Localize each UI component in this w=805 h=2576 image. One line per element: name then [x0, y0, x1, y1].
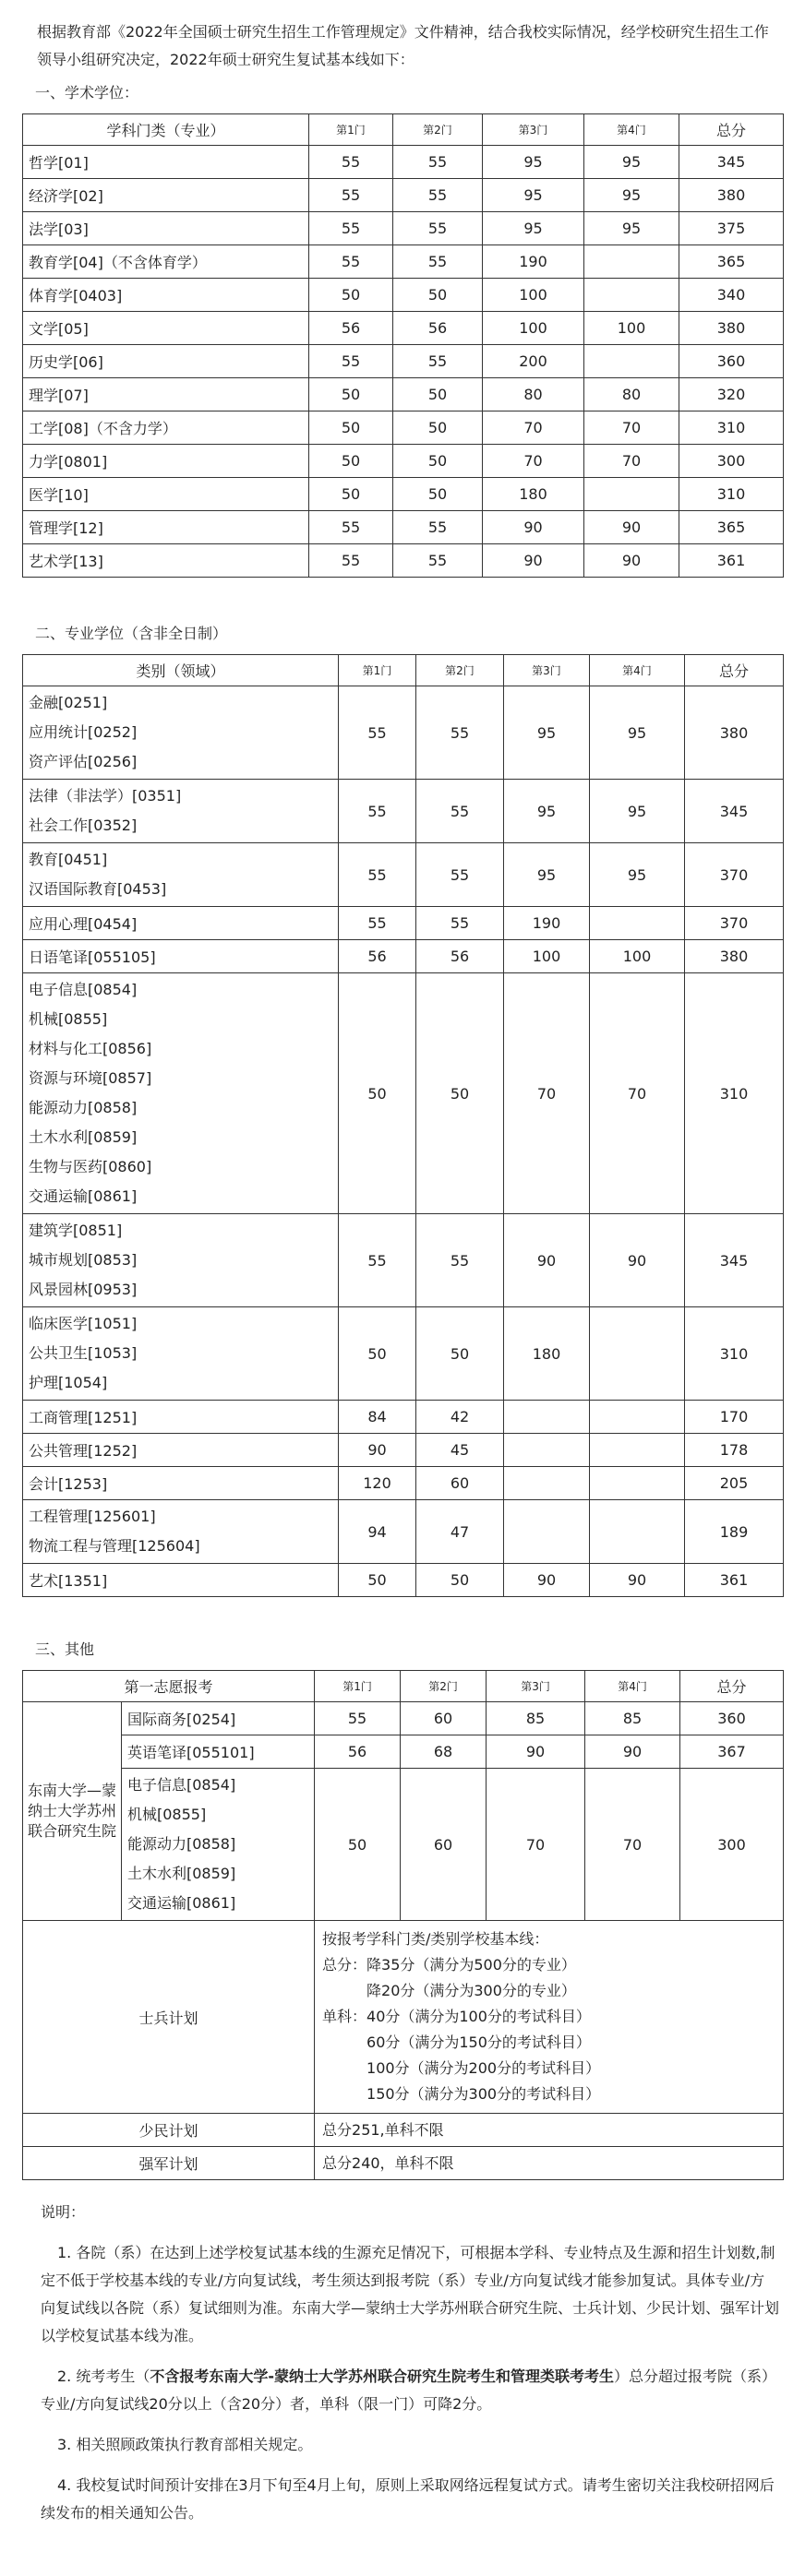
- score-cell: 50: [416, 973, 504, 1214]
- category-cell: [23, 1500, 339, 1564]
- category-name: 工程管理[125601]: [29, 1508, 156, 1525]
- score-cell: 95: [584, 212, 679, 245]
- score-cell: 55: [309, 245, 393, 279]
- score-cell: 56: [309, 312, 393, 345]
- score-cell: 95: [483, 146, 584, 179]
- intro-paragraph: 根据教育部《2022年全国硕士研究生招生工作管理规定》文件精神，结合我校实际情况，经学校研究生招生工作领导小组研究决定，2022年硕士研究生复试基本线如下：: [37, 23, 769, 68]
- plan-rule-cell: [315, 1921, 784, 2114]
- score-cell: 365: [679, 245, 784, 279]
- score-cell: [504, 1500, 590, 1564]
- discipline-cell: 艺术学[13]: [23, 544, 309, 578]
- category-name: 公共卫生[1053]: [29, 1344, 138, 1362]
- score-cell: 50: [393, 411, 483, 445]
- category-name: 教育[0451]: [29, 851, 108, 868]
- score-cell: 95: [584, 179, 679, 212]
- table-row: [23, 780, 784, 843]
- score-cell: 190: [483, 245, 584, 279]
- plan-label-cell: 强军计划: [23, 2147, 315, 2180]
- table-row: [23, 1401, 784, 1434]
- category-cell: [23, 1214, 339, 1307]
- score-cell: 90: [487, 1735, 585, 1769]
- score-cell: 95: [590, 843, 685, 907]
- score-cell: 95: [590, 780, 685, 843]
- score-cell: 90: [504, 1564, 590, 1597]
- discipline-cell: 理学[07]: [23, 378, 309, 411]
- table-header: 第1门: [315, 1671, 401, 1702]
- score-cell: 50: [393, 378, 483, 411]
- score-cell: 94: [339, 1500, 416, 1564]
- category-name: 临床医学[1051]: [29, 1315, 138, 1332]
- score-cell: 95: [584, 146, 679, 179]
- major-name: 英语笔译[055101]: [127, 1744, 255, 1761]
- table-row: [23, 445, 784, 478]
- table-header: 第一志愿报考: [23, 1671, 315, 1702]
- category-name: 物流工程与管理[125604]: [29, 1537, 200, 1555]
- score-cell: 55: [309, 544, 393, 578]
- table-header: 第2门: [393, 114, 483, 146]
- table-header: 第3门: [504, 655, 590, 686]
- score-cell: 180: [483, 478, 584, 511]
- category-cell: [23, 843, 339, 907]
- discipline-cell: 管理学[12]: [23, 511, 309, 544]
- score-cell: [584, 245, 679, 279]
- category-cell: [23, 1564, 339, 1597]
- academic-degree-table: [22, 113, 784, 578]
- category-name: 金融[0251]: [29, 694, 108, 711]
- score-cell: 60: [401, 1769, 487, 1921]
- score-cell: 345: [679, 146, 784, 179]
- score-cell: 50: [309, 411, 393, 445]
- note-2-bold: 不含报考东南大学-蒙纳士大学苏州联合研究生院考生和管理类联考考生: [150, 2367, 615, 2385]
- category-name: 社会工作[0352]: [29, 817, 138, 834]
- table-row: [23, 2147, 784, 2180]
- note-2-suffix: ）总分超过报考院（系）专业/方向复试线20分以上（含20分）者，单科（限一门）可降2分。: [41, 2367, 777, 2413]
- score-cell: [590, 1467, 685, 1500]
- score-cell: 50: [393, 478, 483, 511]
- table-header: 类别（领域）: [23, 655, 339, 686]
- table-header: 学科门类（专业）: [23, 114, 309, 146]
- score-cell: 55: [309, 212, 393, 245]
- score-cell: 55: [393, 511, 483, 544]
- score-cell: [504, 1467, 590, 1500]
- score-cell: 55: [315, 1702, 401, 1735]
- score-cell: 42: [416, 1401, 504, 1434]
- score-cell: [590, 907, 685, 940]
- score-cell: 70: [585, 1769, 680, 1921]
- score-cell: 365: [679, 511, 784, 544]
- category-cell: [23, 940, 339, 973]
- table-header: 第1门: [339, 655, 416, 686]
- score-cell: 310: [685, 973, 784, 1214]
- score-cell: 55: [309, 146, 393, 179]
- table-row: [23, 179, 784, 212]
- notes-title: 说明：: [41, 2203, 86, 2221]
- discipline-cell: 法学[03]: [23, 212, 309, 245]
- section3-title: 三、其他: [35, 1640, 95, 1658]
- score-cell: 300: [679, 445, 784, 478]
- category-cell: [23, 780, 339, 843]
- score-cell: 55: [393, 544, 483, 578]
- table-row: [23, 1500, 784, 1564]
- score-cell: 180: [504, 1307, 590, 1401]
- category-cell: [23, 686, 339, 780]
- category-name: 日语笔译[055105]: [29, 948, 156, 966]
- score-cell: 50: [339, 1307, 416, 1401]
- score-cell: 95: [504, 686, 590, 780]
- score-cell: 80: [584, 378, 679, 411]
- major-cell: [122, 1769, 315, 1921]
- score-cell: 55: [416, 907, 504, 940]
- plan-rule-cell: [315, 2114, 784, 2147]
- note-2-prefix: 2. 统考考生（: [57, 2367, 150, 2385]
- score-cell: 50: [309, 445, 393, 478]
- score-cell: 55: [416, 780, 504, 843]
- score-cell: 190: [504, 907, 590, 940]
- table-row: [23, 907, 784, 940]
- score-cell: 55: [393, 345, 483, 378]
- plan-label-cell: 少民计划: [23, 2114, 315, 2147]
- score-cell: 68: [401, 1735, 487, 1769]
- table-row: [23, 1434, 784, 1467]
- discipline-cell: 经济学[02]: [23, 179, 309, 212]
- table-row: [23, 1769, 784, 1921]
- plan-rule-line: 单科：40分（满分为100分的考试科目）: [322, 2008, 591, 2025]
- major-cell: [122, 1735, 315, 1769]
- table-row: [23, 1467, 784, 1500]
- score-cell: 55: [393, 179, 483, 212]
- score-cell: 361: [679, 544, 784, 578]
- score-cell: 55: [339, 780, 416, 843]
- score-cell: 310: [679, 478, 784, 511]
- category-name: 建筑学[0851]: [29, 1222, 123, 1239]
- discipline-cell: 文学[05]: [23, 312, 309, 345]
- score-cell: 375: [679, 212, 784, 245]
- score-cell: 55: [309, 179, 393, 212]
- table-header: 总分: [679, 114, 784, 146]
- score-cell: [590, 1401, 685, 1434]
- major-name: 土木水利[0859]: [127, 1865, 236, 1882]
- score-cell: 80: [483, 378, 584, 411]
- score-cell: 50: [309, 279, 393, 312]
- score-cell: 55: [339, 686, 416, 780]
- other-table: [22, 1670, 784, 2180]
- score-cell: 55: [339, 907, 416, 940]
- category-name: 城市规划[0853]: [29, 1251, 138, 1269]
- score-cell: 55: [309, 511, 393, 544]
- score-cell: 100: [483, 312, 584, 345]
- category-name: 生物与医药[0860]: [29, 1158, 152, 1175]
- score-cell: 84: [339, 1401, 416, 1434]
- score-cell: 345: [685, 1214, 784, 1307]
- table-row: [23, 1702, 784, 1735]
- score-cell: 90: [504, 1214, 590, 1307]
- category-name: 资源与环境[0857]: [29, 1069, 152, 1087]
- table-row: [23, 312, 784, 345]
- score-cell: [584, 345, 679, 378]
- score-cell: 120: [339, 1467, 416, 1500]
- score-cell: 170: [685, 1401, 784, 1434]
- category-name: 公共管理[1252]: [29, 1442, 138, 1460]
- category-name: 法律（非法学）[0351]: [29, 787, 182, 805]
- score-cell: 380: [685, 686, 784, 780]
- score-cell: 55: [393, 146, 483, 179]
- plan-rule-line: 60分（满分为150分的考试科目）: [322, 2033, 591, 2051]
- plan-label-cell: 士兵计划: [23, 1921, 315, 2114]
- score-cell: 56: [416, 940, 504, 973]
- category-name: 能源动力[0858]: [29, 1099, 138, 1116]
- table-row: [23, 973, 784, 1214]
- category-cell: [23, 973, 339, 1214]
- score-cell: 50: [309, 478, 393, 511]
- score-cell: 361: [685, 1564, 784, 1597]
- score-cell: 45: [416, 1434, 504, 1467]
- table-row: [23, 1735, 784, 1769]
- score-cell: [504, 1401, 590, 1434]
- score-cell: 100: [504, 940, 590, 973]
- score-cell: 95: [483, 179, 584, 212]
- score-cell: 370: [685, 843, 784, 907]
- table-row: [23, 345, 784, 378]
- score-cell: 90: [585, 1735, 680, 1769]
- score-cell: 50: [416, 1564, 504, 1597]
- note-2: [41, 2363, 783, 2418]
- major-name: 能源动力[0858]: [127, 1835, 236, 1853]
- major-name: 电子信息[0854]: [127, 1776, 236, 1794]
- score-cell: 70: [504, 973, 590, 1214]
- plan-rule-line: 降20分（满分为300分的专业）: [322, 1982, 576, 1999]
- score-cell: 320: [679, 378, 784, 411]
- score-cell: 55: [393, 212, 483, 245]
- score-cell: 200: [483, 345, 584, 378]
- table-header: 第1门: [309, 114, 393, 146]
- score-cell: [584, 478, 679, 511]
- category-name: 护理[1054]: [29, 1374, 108, 1391]
- score-cell: 370: [685, 907, 784, 940]
- score-cell: 60: [401, 1702, 487, 1735]
- major-name: 交通运输[0861]: [127, 1894, 236, 1912]
- score-cell: 90: [483, 544, 584, 578]
- score-cell: 56: [393, 312, 483, 345]
- score-cell: 90: [339, 1434, 416, 1467]
- category-cell: [23, 1307, 339, 1401]
- plan-rule-line: 总分：降35分（满分为500分的专业）: [322, 1956, 576, 1974]
- plan-rule-line: 总分240，单科不限: [322, 2153, 454, 2172]
- category-cell: [23, 1434, 339, 1467]
- category-name: 机械[0855]: [29, 1010, 108, 1028]
- score-cell: 90: [584, 511, 679, 544]
- plan-rule-line: 总分251,单科不限: [322, 2120, 444, 2139]
- score-cell: 70: [483, 445, 584, 478]
- score-cell: 85: [487, 1702, 585, 1735]
- score-cell: [504, 1434, 590, 1467]
- score-cell: 55: [309, 345, 393, 378]
- table-header: 第4门: [584, 114, 679, 146]
- score-cell: 47: [416, 1500, 504, 1564]
- score-cell: 55: [416, 1214, 504, 1307]
- score-cell: 380: [679, 179, 784, 212]
- table-header: 第3门: [483, 114, 584, 146]
- score-cell: 90: [590, 1564, 685, 1597]
- category-name: 资产评估[0256]: [29, 753, 138, 770]
- score-cell: 367: [680, 1735, 784, 1769]
- table-header: 第2门: [401, 1671, 487, 1702]
- score-cell: 95: [590, 686, 685, 780]
- score-cell: 50: [339, 973, 416, 1214]
- category-name: 艺术[1351]: [29, 1572, 108, 1590]
- table-row: [23, 478, 784, 511]
- score-cell: 55: [416, 686, 504, 780]
- score-cell: [590, 1434, 685, 1467]
- section2-title: 二、专业学位（含非全日制）: [35, 625, 228, 642]
- discipline-cell: 工学[08]（不含力学）: [23, 411, 309, 445]
- score-cell: 310: [685, 1307, 784, 1401]
- category-name: 风景园林[0953]: [29, 1281, 138, 1298]
- major-name: 国际商务[0254]: [127, 1711, 236, 1728]
- category-cell: [23, 1401, 339, 1434]
- score-cell: [584, 279, 679, 312]
- table-row: [23, 1564, 784, 1597]
- discipline-cell: 体育学[0403]: [23, 279, 309, 312]
- score-cell: 360: [680, 1702, 784, 1735]
- score-cell: 56: [315, 1735, 401, 1769]
- score-cell: 50: [315, 1769, 401, 1921]
- score-cell: 85: [585, 1702, 680, 1735]
- score-cell: 55: [416, 843, 504, 907]
- table-header: 总分: [685, 655, 784, 686]
- discipline-cell: 教育学[04]（不含体育学）: [23, 245, 309, 279]
- score-cell: 360: [679, 345, 784, 378]
- score-cell: 178: [685, 1434, 784, 1467]
- table-row: [23, 1921, 784, 2114]
- score-cell: 189: [685, 1500, 784, 1564]
- score-cell: 100: [584, 312, 679, 345]
- table-header: 第4门: [585, 1671, 680, 1702]
- score-cell: 380: [685, 940, 784, 973]
- plan-rule-cell: [315, 2147, 784, 2180]
- score-cell: 95: [483, 212, 584, 245]
- category-name: 交通运输[0861]: [29, 1187, 138, 1205]
- score-cell: 95: [504, 843, 590, 907]
- category-name: 电子信息[0854]: [29, 981, 138, 998]
- score-cell: 50: [393, 279, 483, 312]
- table-header: 第3门: [487, 1671, 585, 1702]
- score-cell: 50: [339, 1564, 416, 1597]
- score-cell: 70: [487, 1769, 585, 1921]
- category-cell: [23, 1467, 339, 1500]
- table-row: [23, 411, 784, 445]
- table-row: [23, 544, 784, 578]
- score-cell: 310: [679, 411, 784, 445]
- score-cell: 70: [584, 411, 679, 445]
- score-cell: 345: [685, 780, 784, 843]
- note-4: 4. 我校复试时间预计安排在3月下旬至4月上旬，原则上采取网络远程复试方式。请考生密切关注我校研招网后续发布的相关通知公告。: [41, 2476, 775, 2522]
- score-cell: 50: [416, 1307, 504, 1401]
- note-3: 3. 相关照顾政策执行教育部相关规定。: [57, 2436, 313, 2453]
- score-cell: 50: [393, 445, 483, 478]
- score-cell: 90: [584, 544, 679, 578]
- discipline-cell: 历史学[06]: [23, 345, 309, 378]
- discipline-cell: 哲学[01]: [23, 146, 309, 179]
- category-name: 工商管理[1251]: [29, 1409, 138, 1426]
- score-cell: 55: [339, 843, 416, 907]
- category-name: 应用统计[0252]: [29, 723, 138, 741]
- score-cell: 340: [679, 279, 784, 312]
- score-cell: 70: [584, 445, 679, 478]
- score-cell: 100: [483, 279, 584, 312]
- plan-rule-line: 100分（满分为200分的考试科目）: [322, 2059, 601, 2077]
- table-header: 第2门: [416, 655, 504, 686]
- table-row: [23, 212, 784, 245]
- category-name: 会计[1253]: [29, 1475, 108, 1493]
- score-cell: 55: [393, 245, 483, 279]
- score-cell: [590, 1500, 685, 1564]
- discipline-cell: 力学[0801]: [23, 445, 309, 478]
- table-row: [23, 511, 784, 544]
- note-1: 1. 各院（系）在达到上述学校复试基本线的生源充足情况下，可根据本学科、专业特点及生源和招生计划数,制定不低于学校基本线的专业/方向复试线，考生须达到报考院（系）专业/方向复试线才能参加复试。具体专业/方向复试线以各院（系）复试细则为准。东南大学—蒙纳士大学苏州联合研究生院、士兵计划、少民计划、强军计划以学校复试基本线为准。: [41, 2244, 780, 2344]
- professional-degree-table: [22, 654, 784, 1597]
- score-cell: 380: [679, 312, 784, 345]
- table-header: 总分: [680, 1671, 784, 1702]
- table-row: [23, 1307, 784, 1401]
- score-cell: 56: [339, 940, 416, 973]
- score-cell: 50: [309, 378, 393, 411]
- category-name: 汉语国际教育[0453]: [29, 880, 167, 898]
- college-cell: 东南大学—蒙纳士大学苏州联合研究生院: [23, 1702, 122, 1921]
- score-cell: [590, 1307, 685, 1401]
- category-name: 应用心理[0454]: [29, 915, 138, 933]
- score-cell: 300: [680, 1769, 784, 1921]
- table-row: [23, 378, 784, 411]
- score-cell: 70: [590, 973, 685, 1214]
- plan-rule-line: 按报考学科门类/类别学校基本线：: [322, 1930, 549, 1948]
- table-header: 第4门: [590, 655, 685, 686]
- plan-rule-line: 150分（满分为300分的考试科目）: [322, 2085, 601, 2103]
- category-name: 土木水利[0859]: [29, 1128, 138, 1146]
- score-cell: 60: [416, 1467, 504, 1500]
- score-cell: 55: [339, 1214, 416, 1307]
- score-cell: 90: [590, 1214, 685, 1307]
- table-row: [23, 843, 784, 907]
- table-row: [23, 940, 784, 973]
- table-row: [23, 686, 784, 780]
- category-cell: [23, 907, 339, 940]
- category-name: 材料与化工[0856]: [29, 1040, 152, 1057]
- score-cell: 70: [483, 411, 584, 445]
- section1-title: 一、学术学位：: [35, 84, 139, 101]
- notes: [22, 2199, 783, 2527]
- major-name: 机械[0855]: [127, 1806, 207, 1823]
- score-cell: 90: [483, 511, 584, 544]
- major-cell: [122, 1702, 315, 1735]
- table-row: [23, 1214, 784, 1307]
- table-row: [23, 245, 784, 279]
- score-cell: 100: [590, 940, 685, 973]
- table-row: [23, 2114, 784, 2147]
- table-row: [23, 279, 784, 312]
- score-cell: 95: [504, 780, 590, 843]
- table-row: [23, 146, 784, 179]
- discipline-cell: 医学[10]: [23, 478, 309, 511]
- score-cell: 205: [685, 1467, 784, 1500]
